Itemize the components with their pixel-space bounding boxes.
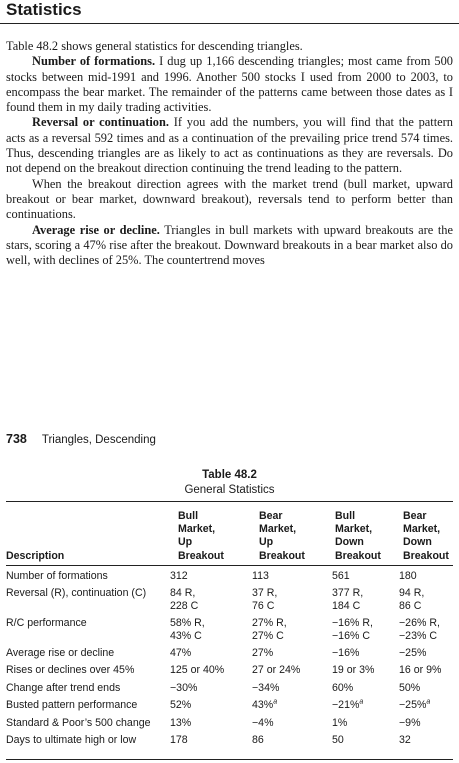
- table-cell: 27%: [252, 647, 274, 660]
- page-footer: [6, 432, 156, 446]
- table-title: Table 48.2: [202, 469, 257, 481]
- table-row: [6, 617, 453, 647]
- row-label: Standard & Poor’s 500 change: [6, 716, 151, 729]
- paragraph-lead: Reversal or continuation.: [32, 115, 169, 130]
- paragraph-lead: Average rise or decline.: [32, 222, 160, 237]
- table-cell: 16 or 9%: [399, 664, 442, 677]
- table-cell: 27% R, 27% C: [252, 617, 287, 642]
- table-cell: 94 R, 86 C: [399, 587, 425, 612]
- table-cell: 86: [252, 734, 264, 747]
- row-label: Number of formations: [6, 570, 108, 582]
- table-cell: 125 or 40%: [170, 664, 225, 677]
- table-cell: 1%: [332, 716, 348, 729]
- row-label: Busted pattern performance: [6, 699, 138, 712]
- row-label: R/C performance: [6, 617, 87, 630]
- table-cell: −4%: [252, 716, 274, 729]
- column-header-bear-down: Bear Market, Down Breakout: [403, 510, 449, 562]
- section-heading: Statistics: [6, 0, 82, 19]
- table-cell: −25%: [399, 647, 427, 660]
- table-cell: −16%: [332, 647, 360, 660]
- table-cell: 180: [399, 570, 417, 582]
- table-cell: 37 R, 76 C: [252, 587, 278, 612]
- table-row: [6, 570, 453, 587]
- paragraph: When the breakout direction agrees with the market trend (bull market, upward breakout or bear market, downward breakout), reversals tend to perform better than continuations.: [6, 176, 453, 222]
- table-cell: −9%: [399, 716, 421, 729]
- table-cell: 561: [332, 570, 350, 582]
- table-cell: 27 or 24%: [252, 664, 301, 677]
- table-cell: 178: [170, 734, 188, 747]
- column-header-bear-up: Bear Market, Up Breakout: [259, 510, 305, 562]
- paragraph: Average rise or decline. Triangles in bull markets with upward breakouts are the stars, scoring a 47% rise after the breakout. Downward breakouts in a bear market also do well, with declines of 25%. The countertrend moves: [6, 222, 453, 268]
- column-header-description: Description: [6, 550, 65, 562]
- statistics-table: [6, 570, 453, 751]
- table-cell: 113: [252, 570, 269, 582]
- table-cell: 47%: [170, 647, 192, 660]
- paragraph: Table 48.2 shows general statistics for descending triangles.: [6, 39, 303, 53]
- table-row: [6, 587, 453, 617]
- table-cell: −25%$^a$: [399, 698, 431, 712]
- table-cell: 32: [399, 734, 411, 747]
- table-header-rule: [6, 565, 453, 566]
- table-row: [6, 664, 453, 681]
- paragraph: Reversal or continuation. If you add the numbers, you will find that the pattern acts as a reversal 592 times and as a continuation of the prevailing price trend 574 times. Thus, descending triangles are as likely to act as continuations as they are reversals. Do not depend on the breakout direction continuing the trend leading to the pattern.: [6, 115, 453, 176]
- table-cell: 52%: [170, 699, 192, 712]
- table-cell: 312: [170, 570, 188, 582]
- table-cell: −30%: [170, 681, 198, 694]
- row-label: Average rise or decline: [6, 647, 115, 660]
- running-title: Triangles, Descending: [41, 434, 156, 446]
- paragraph: Number of formations. I dug up 1,166 descending triangles; most came from 500 stocks between mid-1991 and 1996. Another 500 stocks I used from 2000 to 2003, to encompass the bear market. The remainder of the patterns came between those dates as I found them in my daily trading activities.: [6, 54, 453, 115]
- table-cell: −21%$^a$: [332, 698, 364, 712]
- table-cell: 377 R, 184 C: [332, 587, 364, 612]
- page-number: 738: [6, 432, 27, 446]
- footnote-mark: a: [359, 698, 364, 706]
- table-cell: 84 R, 228 C: [170, 587, 199, 612]
- row-label: Reversal (R), continuation (C): [6, 587, 147, 600]
- row-label: Days to ultimate high or low: [6, 734, 137, 747]
- table-subtitle: General Statistics: [184, 484, 275, 496]
- table-cell: 19 or 3%: [332, 664, 375, 677]
- heading-rule: [0, 23, 459, 24]
- row-label: Change after trend ends: [6, 681, 121, 694]
- table-row: [6, 717, 453, 734]
- table-row: [6, 647, 453, 664]
- table-cell: 50: [332, 734, 344, 747]
- column-header-bull-down: Bull Market, Down Breakout: [335, 510, 381, 562]
- footnote-mark: a: [426, 698, 431, 706]
- table-cell: 43%$^a$: [252, 698, 278, 712]
- table-bottom-rule: [6, 759, 453, 760]
- row-label: Rises or declines over 45%: [6, 664, 135, 677]
- table-row: [6, 699, 453, 716]
- table-cell: −34%: [252, 681, 280, 694]
- column-header-bull-up: Bull Market, Up Breakout: [178, 510, 224, 562]
- table-cell: 50%: [399, 681, 421, 694]
- footnote-mark: a: [273, 698, 278, 706]
- table-cell: −16% R, −16% C: [332, 617, 373, 642]
- table-cell: 60%: [332, 681, 354, 694]
- table-top-rule: [6, 501, 453, 502]
- table-row: [6, 682, 453, 699]
- table-row: [6, 734, 453, 751]
- paragraph-lead: Number of formations.: [32, 54, 156, 69]
- table-cell: −26% R, −23% C: [399, 617, 440, 642]
- table-cell: 58% R, 43% C: [170, 617, 205, 642]
- body-text: [6, 39, 453, 268]
- table-cell: 13%: [170, 716, 192, 729]
